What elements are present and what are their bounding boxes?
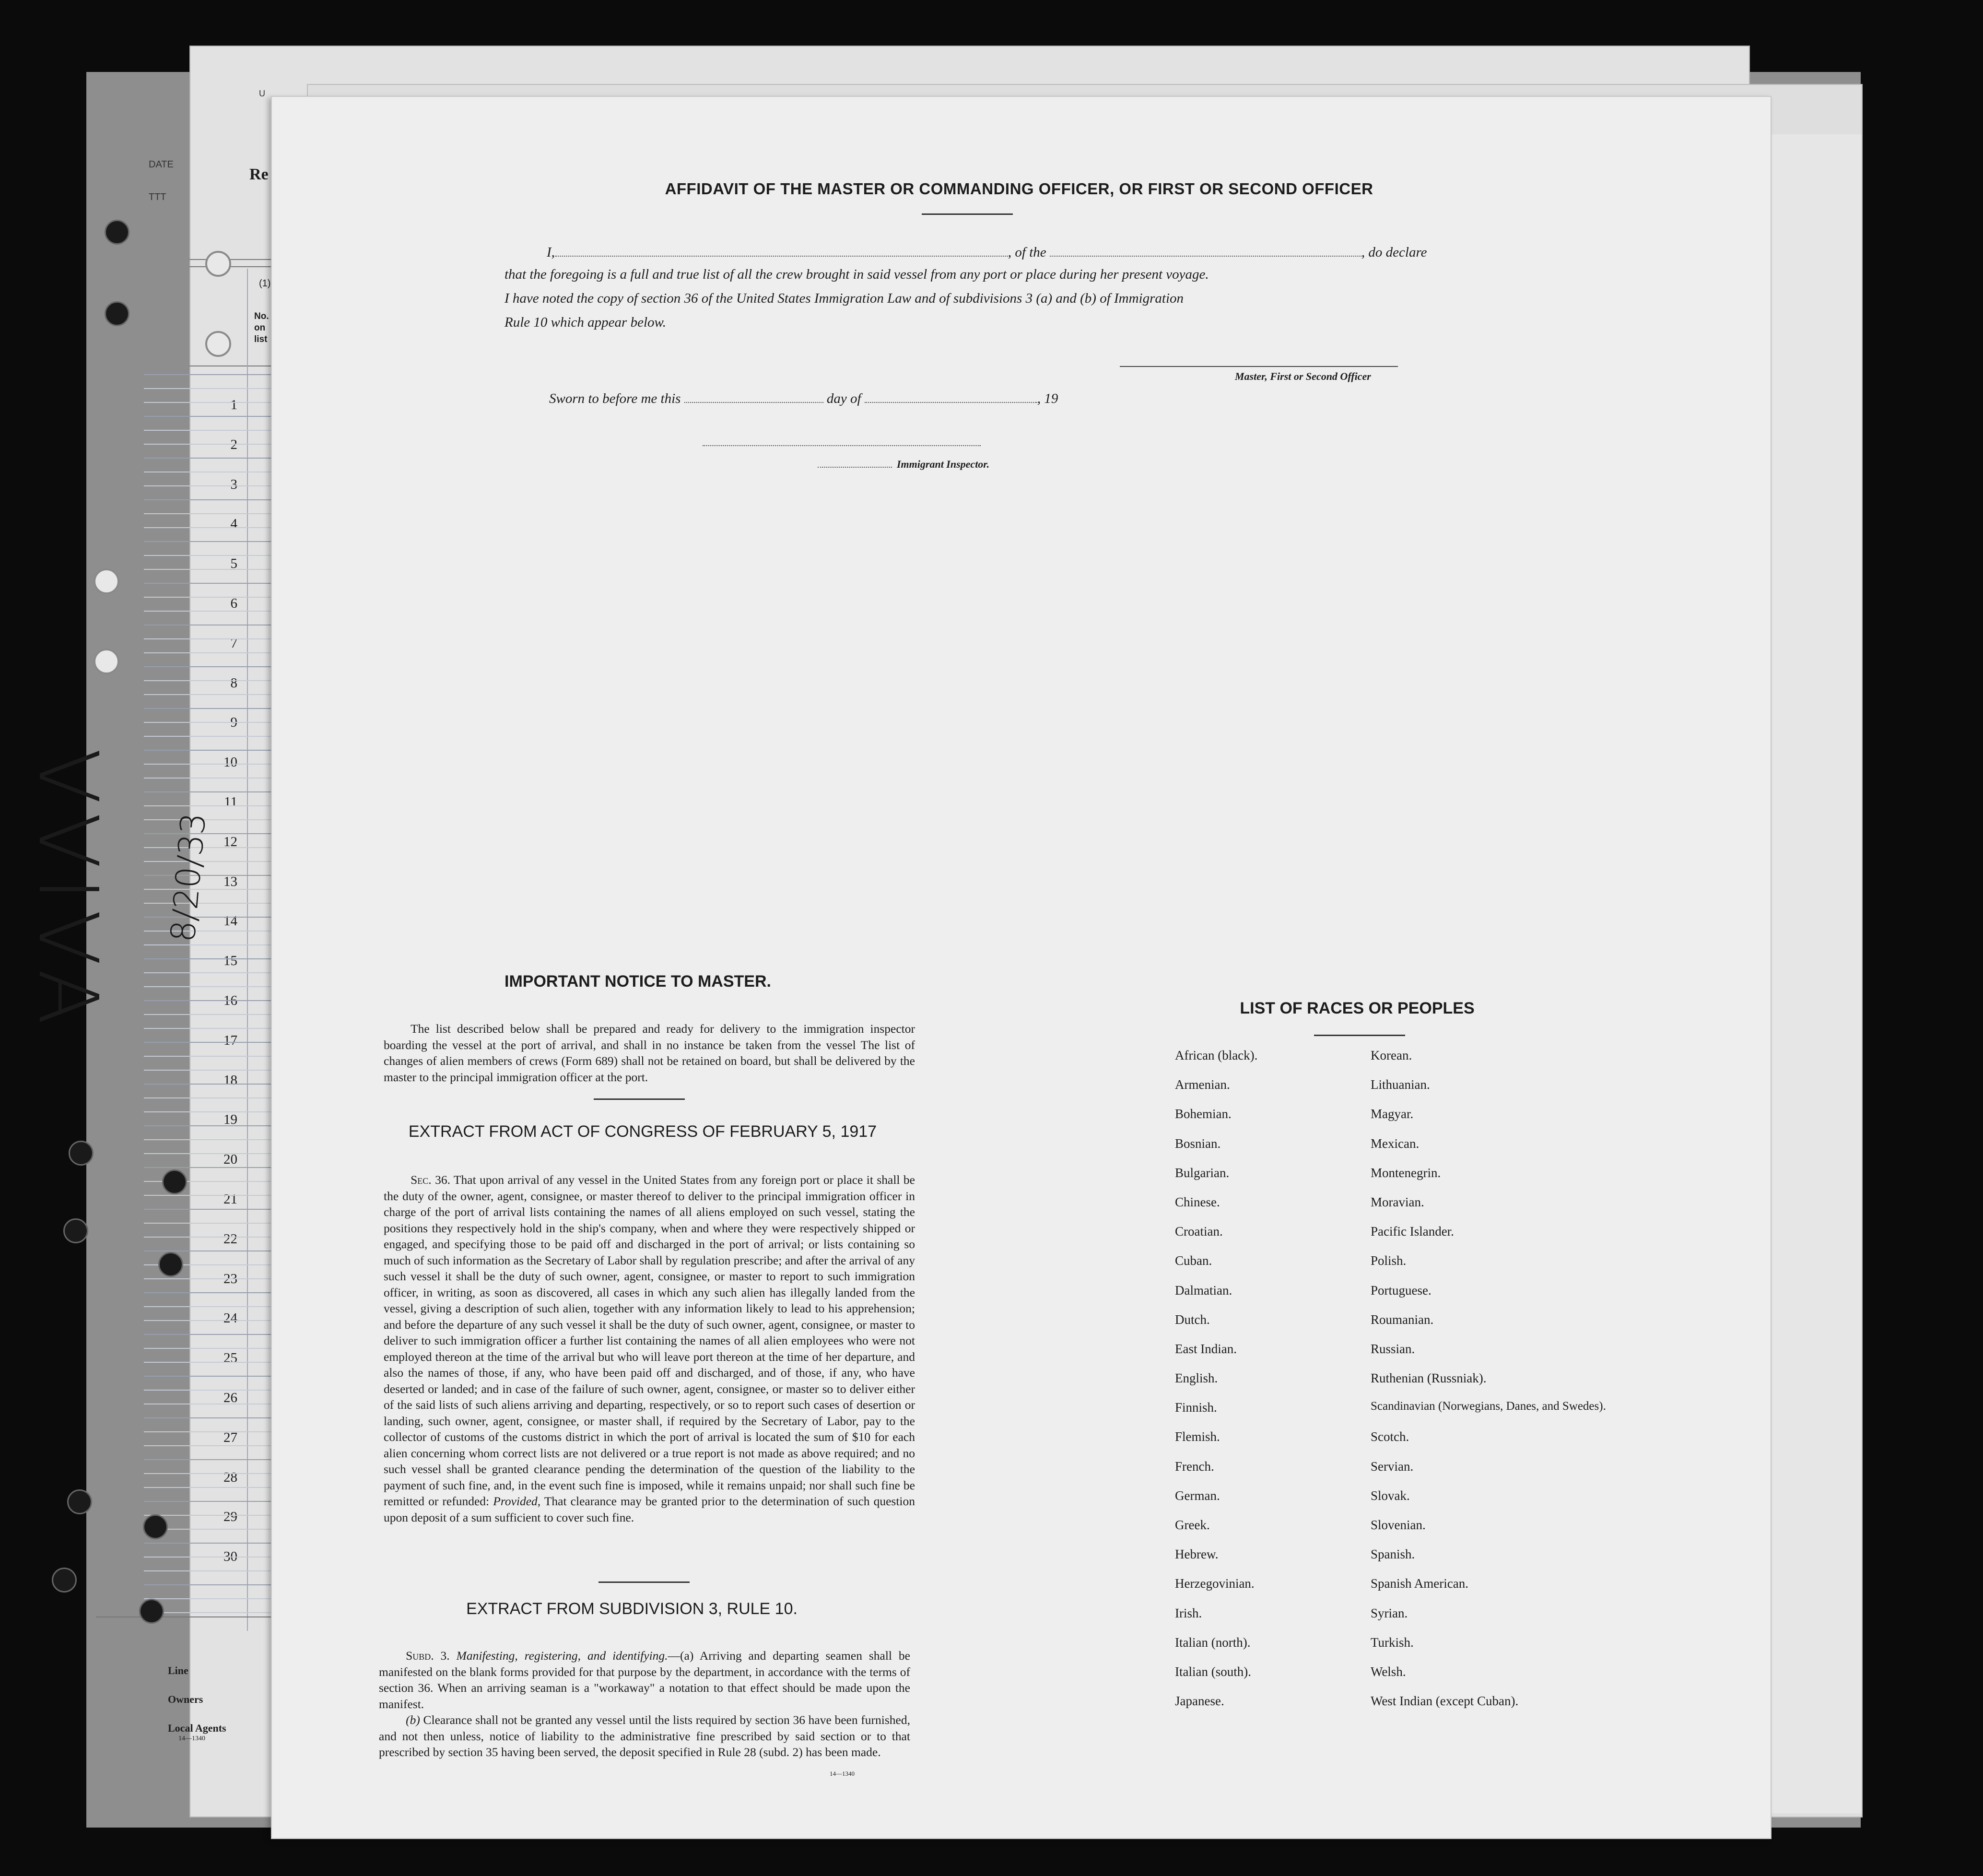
race-item: African (black). — [1175, 1048, 1258, 1062]
row-number: 27 — [223, 1429, 237, 1445]
extract-act-title: EXTRACT FROM ACT OF CONGRESS OF FEBRUARY 5, 1917 — [408, 1122, 877, 1141]
race-item: Italian (north). — [1175, 1635, 1251, 1650]
punch-hole — [205, 251, 231, 277]
notice-title: IMPORTANT NOTICE TO MASTER. — [505, 972, 771, 991]
back-sheet-right-edge — [1765, 134, 1862, 1813]
ledger-line — [144, 1306, 273, 1307]
ledger-line — [144, 736, 273, 737]
declaration-line-3: I have noted the copy of section 36 of the United States Immigration Law and of subdivisions 3 (a) and (b) of Immigration — [505, 291, 1184, 306]
punch-hole — [67, 1489, 92, 1514]
race-item: Finnish. — [1175, 1400, 1217, 1415]
ledger-line — [144, 972, 273, 973]
race-item: Lithuanian. — [1371, 1077, 1430, 1092]
ledger-line — [144, 541, 273, 542]
race-item: Japanese. — [1175, 1694, 1224, 1709]
race-item: Pacific Islander. — [1371, 1224, 1454, 1239]
ledger-line — [144, 1570, 273, 1571]
ledger-line — [144, 1501, 273, 1502]
punch-hole — [94, 649, 119, 674]
ledger-line — [144, 1000, 273, 1001]
back-sheet-corner-label: Re — [249, 165, 269, 183]
race-item: Dalmatian. — [1175, 1283, 1232, 1298]
race-item: Ruthenian (Russniak). — [1371, 1371, 1487, 1386]
footer-form-number: 14—1340 — [178, 1735, 205, 1742]
sworn-text: Sworn to before me this — [549, 391, 681, 406]
race-item: Welsh. — [1371, 1664, 1406, 1679]
handwritten-date: 8/20/33 — [163, 811, 214, 944]
handwritten-vessel-name: VVIVA — [20, 748, 115, 1034]
row-number: 1 — [230, 397, 237, 413]
extract-act-body: Sec. 36. That upon arrival of any vessel in the United States from any foreign port or place it shall be the duty of the owner, agent, consignee, or master thereof to deliver to the principal immigration officer in charge of the port of arrival lists containing the names of all aliens employed on such vessel, stating the positions they respectively hold in the ship's company, when and where they were respectively shipped or engaged, and specifying those to be paid off and discharged in the port of arrival; or lists containing so much of such information as the Secretary of Labor shall by regulation prescribe; and after the arrival of any such vessel it shall be the duty of such owner, agent, consignee, or master to report to such immigration officer, in writing, as soon as discovered, all cases in which any such alien has illegally landed from the vessel, giving a description of such alien, together with any information likely to lead to his apprehension; and before the departure of any such vessel it shall be the duty of such owner, agent, consignee, or master to deliver to such immigration officer a further list containing the names of all alien employees who were not employed thereon at the time of the arrival but who will leave port thereon at the time of her departure, and also the names of those, if any, who have been paid off and discharged, and of those, if any, who have deserted or landed; and in case of the failure of such owner, agent, consignee, or master so to deliver either of the said lists of such aliens arriving and departing, respectively, or so to report such cases of desertion or landing, such owner, agent, consignee, or master shall, if required by the Secretary of Labor, pay to the collector of customs of the customs district in which the port of arrival is located the sum of $10 for each alien concerning whom correct lists are not delivered or a true report is not made as above required; and no such vessel shall be granted clearance pending the determination of the question of the liability to the payment of such fine, and, in the event such fine is imposed, while it remains unpaid; nor shall such fine be remitted or refunded: Provided, That clearance may be granted prior to the determination of such question upon deposit of a sum sufficient to cover such fine. — [384, 1173, 915, 1524]
race-item: Armenian. — [1175, 1077, 1230, 1092]
affidavit-title: AFFIDAVIT OF THE MASTER OR COMMANDING OFFICER, OR FIRST OR SECOND OFFICER — [665, 180, 1373, 198]
ledger-line — [144, 499, 273, 500]
back-sheet-mark-date: DATE — [149, 159, 174, 170]
ledger-line — [144, 1417, 273, 1418]
ledger-line — [144, 388, 273, 389]
race-item: Mexican. — [1371, 1136, 1420, 1151]
punch-hole — [162, 1169, 187, 1194]
extract-rule-body: Subd. 3. Manifesting, registering, and identifying.—(a) Arriving and departing seamen shall be manifested on the blank forms provided for that purpose by the department, in accordance with the terms of section 36. When an arriving seaman is a "workaway" a notation to that effect should be made upon the manifest. (b) Clearance shall not be granted any vessel until the lists required by section 36 have been furnished, and not then unless, notice of liability to the administrative fine prescribed by said section or to that prescribed by section 35 having been served, the deposit specified in Rule 28 (subd. 2) has been made. — [379, 1649, 910, 1759]
ledger-line — [144, 1223, 273, 1224]
ledger-line — [144, 1278, 273, 1279]
punch-hole — [158, 1252, 183, 1277]
sworn-year: , 19 — [1037, 391, 1058, 406]
row-number: 14 — [223, 913, 237, 929]
ledger-line — [144, 1543, 273, 1544]
back-sheet-col-header: No. on list — [254, 311, 269, 344]
ledger-line — [144, 1084, 273, 1085]
notice-divider — [594, 1098, 685, 1100]
race-item: Turkish. — [1371, 1635, 1414, 1650]
sworn-day-blank[interactable] — [684, 402, 823, 403]
ledger-line — [144, 569, 273, 570]
row-number: 23 — [223, 1271, 237, 1286]
row-number: 26 — [223, 1390, 237, 1405]
declaration-line-2: that the foregoing is a full and true list of all the crew brought in said vessel from any port or place during her present voyage. — [505, 267, 1209, 282]
punch-hole — [69, 1141, 94, 1166]
row-number: 15 — [223, 953, 237, 969]
back-sheet-rule — [189, 259, 276, 260]
master-signature-label: Master, First or Second Officer — [1235, 370, 1371, 382]
ledger-line — [144, 1431, 273, 1432]
race-item: East Indian. — [1175, 1341, 1237, 1356]
declaration-i: I, — [547, 245, 555, 260]
races-right-column — [1371, 1048, 1610, 1723]
punch-hole — [52, 1568, 77, 1593]
ledger-line — [144, 708, 273, 709]
row-number: 19 — [223, 1112, 237, 1128]
race-item: Herzegovinian. — [1175, 1576, 1255, 1591]
row-number: 7 — [230, 635, 237, 651]
ledger-line — [144, 1139, 273, 1140]
punch-hole — [205, 331, 231, 357]
race-item: Croatian. — [1175, 1224, 1223, 1239]
race-item: Bohemian. — [1175, 1107, 1232, 1121]
race-item: Dutch. — [1175, 1312, 1210, 1327]
race-item: Montenegrin. — [1371, 1165, 1441, 1180]
ledger-line — [144, 485, 273, 486]
ledger-line — [144, 1515, 273, 1516]
ledger-line — [144, 416, 273, 417]
race-item: English. — [1175, 1371, 1218, 1386]
race-item: Portuguese. — [1371, 1283, 1432, 1298]
ledger-line — [144, 555, 273, 556]
race-item: Russian. — [1371, 1341, 1415, 1356]
extract-rule-title: EXTRACT FROM SUBDIVISION 3, RULE 10. — [466, 1600, 798, 1618]
ledger-line — [144, 1195, 273, 1196]
ledger-line — [144, 791, 273, 792]
ledger-line — [144, 1056, 273, 1057]
inspector-label-dots — [818, 467, 892, 468]
ledger-line — [144, 764, 273, 765]
race-item: French. — [1175, 1459, 1214, 1474]
footer-owners-label: Owners — [168, 1693, 203, 1705]
race-item: Cuban. — [1175, 1253, 1212, 1268]
row-number: 6 — [230, 596, 237, 611]
row-number: 20 — [223, 1152, 237, 1168]
ledger-line — [144, 1320, 273, 1321]
ledger-line — [144, 1584, 273, 1585]
form-number: 14—1340 — [830, 1770, 855, 1777]
sworn-line — [549, 391, 1058, 407]
ledger-line — [144, 1598, 273, 1599]
race-item: Scotch. — [1371, 1429, 1409, 1444]
ledger-line — [144, 513, 273, 514]
punch-hole — [94, 568, 119, 594]
ledger-line — [144, 1111, 273, 1112]
ledger-line — [144, 1459, 273, 1460]
race-item: Greek. — [1175, 1518, 1210, 1532]
ledger-line — [144, 722, 273, 723]
ledger-line — [144, 958, 273, 959]
row-number: 21 — [223, 1192, 237, 1207]
back-sheet-rule — [189, 266, 276, 267]
inspector-signature-line[interactable] — [703, 445, 981, 446]
race-item: Italian (south). — [1175, 1664, 1251, 1679]
race-item: Slovenian. — [1371, 1518, 1426, 1532]
ledger-line — [144, 1209, 273, 1210]
notice-body: The list described below shall be prepared and ready for delivery to the immigration inspector boarding the vessel at the port of arrival, and shall in no instance be taken from the vessel The list of changes of alien members of crews (Form 689) shall not be retained on board, but shall be delivered by the master to the principal immigration officer at the port. — [384, 1022, 915, 1084]
footer-line-label: Line — [168, 1664, 188, 1676]
ledger-line — [144, 1445, 273, 1446]
race-item: Syrian. — [1371, 1605, 1408, 1620]
row-number: 5 — [230, 556, 237, 572]
master-signature-line[interactable] — [1120, 366, 1398, 367]
sworn-day-of: day of — [826, 391, 861, 406]
ledger-line — [144, 1042, 273, 1043]
race-item: Flemish. — [1175, 1429, 1220, 1444]
ledger-line — [144, 1014, 273, 1015]
ledger-line — [144, 931, 273, 932]
race-item: Spanish American. — [1371, 1576, 1468, 1591]
ledger-line — [144, 986, 273, 987]
ledger-line — [144, 583, 273, 584]
row-number: 2 — [230, 437, 237, 452]
ledger-line — [144, 666, 273, 667]
race-item: Moravian. — [1371, 1194, 1424, 1209]
back-sheet-col-rule — [247, 269, 248, 1631]
ledger-line — [144, 1125, 273, 1126]
ledger-line — [144, 1376, 273, 1377]
ledger-line — [144, 430, 273, 431]
ledger-line — [144, 1362, 273, 1363]
ledger-line — [144, 638, 273, 639]
declaration-line-4: Rule 10 which appear below. — [505, 315, 666, 330]
punch-hole — [105, 220, 129, 245]
ledger-line — [144, 694, 273, 695]
punch-hole — [63, 1218, 88, 1243]
race-item: Servian. — [1371, 1459, 1414, 1474]
punch-hole — [139, 1599, 164, 1624]
row-number: 8 — [230, 675, 237, 691]
row-number: 11 — [224, 794, 237, 810]
ledger-line — [144, 1334, 273, 1335]
race-item: Bulgarian. — [1175, 1165, 1230, 1180]
row-number: 29 — [223, 1509, 237, 1525]
race-item: West Indian (except Cuban). — [1371, 1694, 1519, 1709]
ledger-line — [144, 1153, 273, 1154]
ledger-line — [144, 444, 273, 445]
ledger-line — [144, 680, 273, 681]
footer-local-agents-label: Local Agents — [168, 1722, 226, 1734]
ledger-line — [144, 1237, 273, 1238]
race-item: Chinese. — [1175, 1194, 1220, 1209]
ledger-line — [144, 1292, 273, 1293]
back-sheet-col-number: (1) — [259, 278, 271, 289]
row-number: 30 — [223, 1549, 237, 1565]
race-item: German. — [1175, 1488, 1220, 1503]
name-blank[interactable] — [555, 256, 1008, 257]
race-item: Bosnian. — [1175, 1136, 1221, 1151]
row-number: 4 — [230, 516, 237, 532]
row-number: 18 — [223, 1072, 237, 1088]
ledger-line — [144, 1473, 273, 1474]
row-number: 10 — [223, 755, 237, 770]
ledger-line — [144, 597, 273, 598]
race-item: Hebrew. — [1175, 1547, 1219, 1562]
title-underline — [922, 213, 1013, 215]
race-item: Roumanian. — [1371, 1312, 1434, 1327]
row-number: 13 — [223, 873, 237, 889]
vessel-blank[interactable] — [1050, 256, 1361, 257]
races-left-column — [1175, 1048, 1367, 1723]
ledger-line — [144, 917, 273, 918]
sworn-month-blank[interactable] — [865, 402, 1037, 403]
inspector-signature-label: Immigrant Inspector. — [818, 458, 989, 471]
race-item: Irish. — [1175, 1605, 1202, 1620]
ledger-line — [144, 402, 273, 403]
race-item: Magyar. — [1371, 1107, 1414, 1121]
ledger-line — [144, 652, 273, 653]
ledger-line — [144, 875, 273, 876]
ledger-line — [144, 1390, 273, 1391]
races-divider — [1314, 1035, 1405, 1036]
ledger-line — [144, 805, 273, 806]
ledger-line — [144, 1097, 273, 1098]
ledger-line — [144, 611, 273, 612]
ledger-line — [144, 889, 273, 890]
race-item: Spanish. — [1371, 1547, 1415, 1562]
declaration-of-the: , of the — [1008, 245, 1046, 260]
declaration-line-1 — [547, 245, 1427, 260]
row-number: 3 — [230, 476, 237, 492]
ledger-line — [144, 750, 273, 751]
back-sheet-mark-ttt: TTT — [149, 192, 166, 202]
row-number: 12 — [223, 834, 237, 850]
row-number: 25 — [223, 1350, 237, 1366]
ledger-line — [144, 944, 273, 945]
ledger-line — [144, 903, 273, 904]
ledger-line — [144, 1348, 273, 1349]
races-title: LIST OF RACES OR PEOPLES — [1240, 999, 1475, 1017]
row-number: 24 — [223, 1310, 237, 1326]
race-item: Slovak. — [1371, 1488, 1410, 1503]
ledger-line — [144, 374, 273, 375]
row-number: 28 — [223, 1469, 237, 1485]
ledger-line — [144, 1070, 273, 1071]
ledger-line — [144, 1028, 273, 1029]
ledger-line — [144, 527, 273, 528]
ledger-line — [144, 458, 273, 459]
race-item: Polish. — [1371, 1253, 1407, 1268]
ledger-line — [144, 778, 273, 779]
extract-divider — [598, 1581, 690, 1583]
punch-hole — [143, 1514, 168, 1539]
row-number: 17 — [223, 1032, 237, 1048]
ledger-line — [144, 1167, 273, 1168]
race-item: Korean. — [1371, 1048, 1412, 1062]
ledger-line — [144, 1487, 273, 1488]
row-number: 16 — [223, 993, 237, 1008]
back-sheet-top-tiny: U — [259, 89, 265, 98]
race-item: Scandinavian (Norwegians, Danes, and Swedes). — [1371, 1400, 1606, 1413]
declaration-do-declare: , do declare — [1361, 245, 1427, 260]
row-number: 22 — [223, 1231, 237, 1247]
row-number: 9 — [230, 715, 237, 731]
back-sheet-footer-rule — [96, 1616, 278, 1617]
punch-hole — [105, 301, 129, 326]
